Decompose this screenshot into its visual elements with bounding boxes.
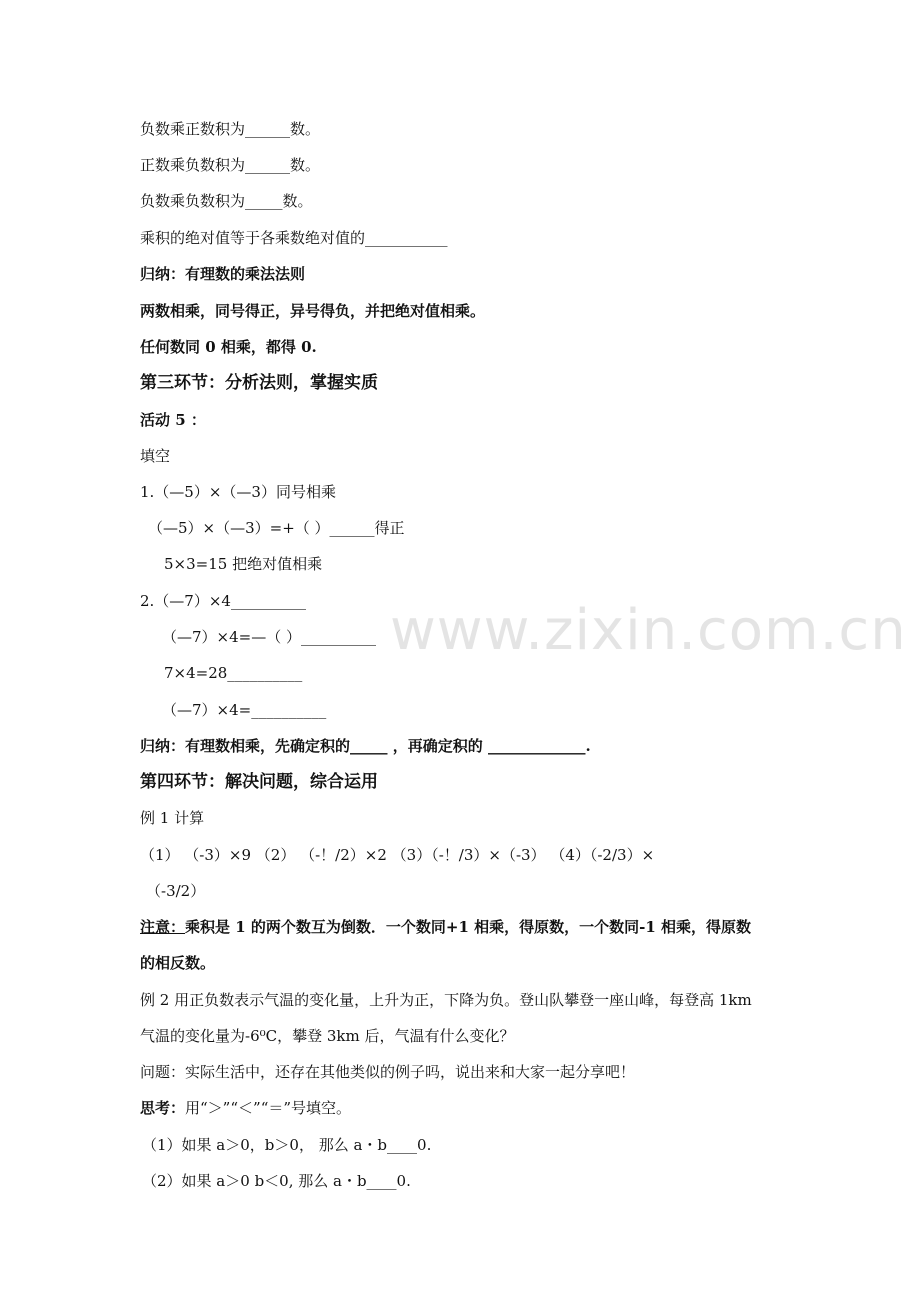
exercise-line: （2）如果 a＞0 b＜0, 那么 a・b____0.	[142, 1172, 411, 1190]
exercise-line: 2.（—7）×4__________	[140, 592, 306, 610]
exercise-line: （—7）×4=__________	[162, 701, 327, 719]
question-text: 问题：实际生活中，还存在其他类似的例子吗，说出来和大家一起分享吧！	[140, 1063, 636, 1081]
exercise-line: 1.（—5）×（—3）同号相乘	[140, 483, 336, 501]
think-line	[140, 1097, 351, 1119]
rule-text: 两数相乘，同号得正，异号得负，并把绝对值相乘。	[140, 302, 486, 320]
note-text: 的相反数。	[140, 954, 216, 972]
text-line: 负数乘正数积为______数。	[140, 120, 321, 138]
section-heading: 第四环节：解决问题，综合运用	[140, 772, 378, 792]
think-label: 思考：	[140, 1099, 186, 1117]
exercise-line: 7×4=28__________	[164, 664, 303, 682]
text-line: 乘积的绝对值等于各乘数绝对值的___________	[140, 229, 448, 247]
example-problems: （1） （-3）×9 （2） （-！/2）×2 （3）（-！/3）×（-3） （4）（-2/3）×	[140, 846, 655, 864]
example-text: 例 2 用正负数表示气温的变化量，上升为正，下降为负。登山队攀登一座山峰，每登高 1km	[140, 991, 752, 1009]
watermark: www.zixin.com.cn	[390, 598, 907, 663]
section-heading: 第三环节：分析法则，掌握实质	[140, 373, 378, 393]
exercise-line: （1）如果 a＞0，b＞0， 那么 a・b____0.	[142, 1136, 432, 1154]
activity-heading: 活动 5 ：	[140, 411, 206, 429]
rule-text: 任何数同 0 相乘，都得 0.	[140, 338, 317, 356]
exercise-line: （—5）×（—3）=+（ ）______得正	[148, 519, 405, 537]
summary-heading: 归纳：有理数的乘法法则	[140, 265, 306, 283]
example-problems: （-3/2）	[146, 882, 206, 900]
note-text	[140, 916, 751, 938]
text-line: 负数乘负数积为_____数。	[140, 192, 313, 210]
example-text: 气温的变化量为-6⁰C，攀登 3km 后，气温有什么变化？	[140, 1027, 515, 1045]
think-body: 用“＞”“＜”“＝”号填空。	[185, 1099, 352, 1117]
summary-text: 归纳：有理数相乘，先确定积的_____ ，再确定积的 _____________.	[140, 737, 591, 755]
example-heading: 例 1 计算	[140, 809, 205, 827]
text-line: 正数乘负数积为______数。	[140, 156, 321, 174]
exercise-line: （—7）×4=—（ ）__________	[162, 628, 376, 646]
exercise-line: 5×3=15 把绝对值相乘	[164, 555, 323, 573]
note-body: 乘积是 1 的两个数互为倒数．一个数同+1 相乘，得原数，一个数同-1 相乘，得原数	[185, 918, 752, 936]
text-line: 填空	[140, 447, 171, 465]
note-label: 注意：	[140, 918, 186, 936]
